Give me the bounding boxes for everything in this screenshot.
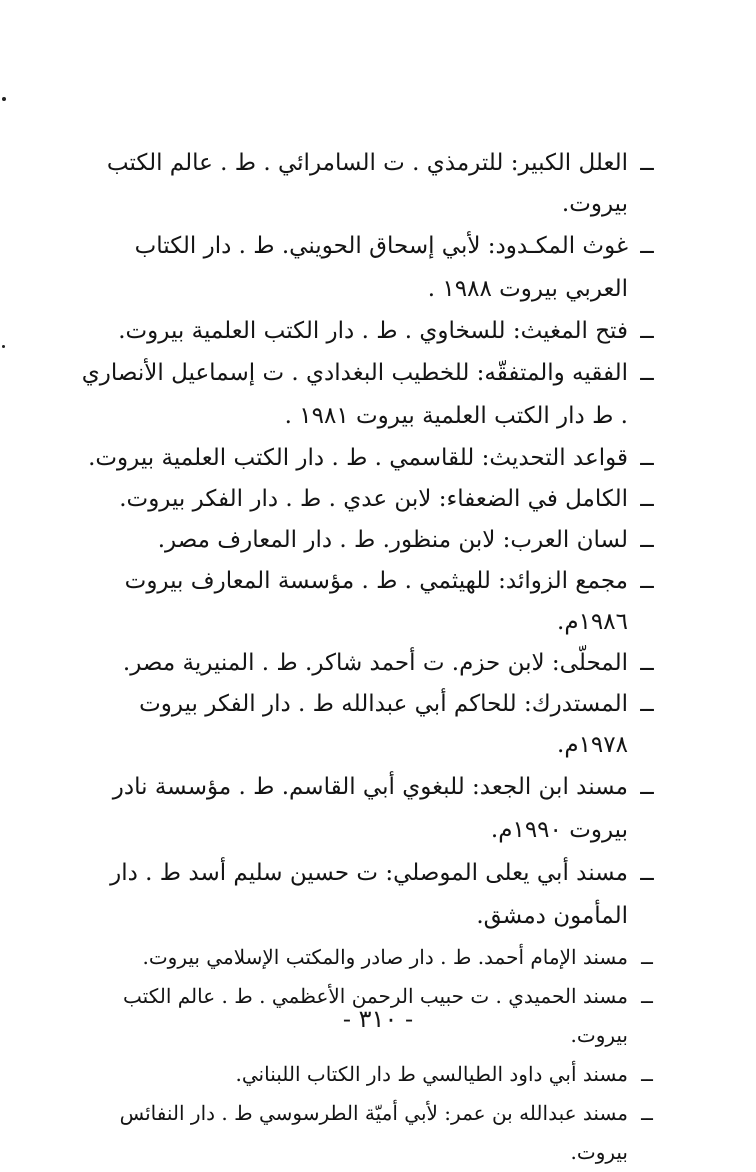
entry-dash: ــ bbox=[640, 445, 654, 471]
entry-text: الكامل في الضعفاء: لابن عدي . ط . دار الفكر بيروت. bbox=[119, 486, 628, 512]
entry-dash: ــ bbox=[641, 945, 653, 969]
bibliography-entry bbox=[80, 1055, 658, 1094]
entry-text: مسند أبي داود الطيالسي ط دار الكتاب اللبناني. bbox=[235, 1062, 628, 1086]
entry-text: لسان العرب: لابن منظور. ط . دار المعارف مصر. bbox=[157, 527, 628, 553]
entry-dash: ــ bbox=[641, 1062, 653, 1086]
entry-dash: ــ bbox=[640, 233, 654, 259]
bibliography-entry bbox=[80, 684, 658, 766]
entry-text: مسند الحميدي . ت حبيب الرحمن الأعظمي . ط . عالم الكتب بيروت. bbox=[123, 984, 628, 1047]
entry-dash: ــ bbox=[640, 774, 654, 800]
scan-mark bbox=[2, 345, 5, 348]
entry-text: قواعد التحديث: للقاسمي . ط . دار الكتب العلمية بيروت. bbox=[88, 445, 628, 471]
entry-text: غوث المكـدود: لأبي إسحاق الحويني. ط . دار الكتاب العربي بيروت ١٩٨٨ . bbox=[134, 233, 628, 302]
entry-text: مسند عبدالله بن عمر: لأبي أميّة الطرسوسي ط . دار النفائس بيروت. bbox=[119, 1101, 628, 1164]
entry-dash: ــ bbox=[640, 650, 654, 676]
entry-text: مسند ابن الجعد: للبغوي أبي القاسم. ط . مؤسسة نادر بيروت ١٩٩٠م. bbox=[112, 774, 628, 843]
bibliography-entry bbox=[80, 311, 658, 352]
entry-dash: ــ bbox=[641, 984, 653, 1008]
entry-dash: ــ bbox=[640, 860, 654, 886]
entry-dash: ــ bbox=[640, 318, 654, 344]
bibliography-entry bbox=[80, 766, 658, 852]
entry-text: مجمع الزوائد: للهيثمي . ط . مؤسسة المعارف بيروت ١٩٨٦م. bbox=[124, 568, 628, 635]
scan-mark bbox=[2, 97, 6, 101]
bibliography-entry bbox=[80, 479, 658, 520]
entry-text: المحلّى: لابن حزم. ت أحمد شاكر. ط . المنيرية مصر. bbox=[122, 650, 628, 676]
bibliography-entry bbox=[80, 643, 658, 684]
entry-dash: ــ bbox=[641, 1101, 653, 1125]
entry-dash: ــ bbox=[640, 568, 654, 594]
bibliography-entry bbox=[80, 352, 658, 438]
bibliography-entry bbox=[80, 520, 658, 561]
bibliography-entry bbox=[80, 225, 658, 311]
entry-text: العلل الكبير: للترمذي . ت السامرائي . ط . عالم الكتب بيروت. bbox=[106, 150, 628, 217]
entry-dash: ــ bbox=[640, 360, 654, 386]
bibliography-entry bbox=[80, 1094, 658, 1172]
page-number: - ٣١٠ - bbox=[342, 1005, 414, 1033]
bibliography-entry bbox=[80, 438, 658, 479]
entry-dash: ــ bbox=[640, 691, 654, 717]
bibliography-entry bbox=[80, 852, 658, 938]
entry-text: الفقيه والمتفقّه: للخطيب البغدادي . ت إسماعيل الأنصاري . ط دار الكتب العلمية بيروت ١٩٨١ . bbox=[81, 360, 628, 429]
entry-dash: ــ bbox=[640, 486, 654, 512]
bibliography-entry bbox=[80, 938, 658, 977]
entry-text: مسند أبي يعلى الموصلي: ت حسين سليم أسد ط . دار المأمون دمشق. bbox=[110, 860, 628, 929]
entry-dash: ــ bbox=[640, 527, 654, 553]
entry-text: فتح المغيث: للسخاوي . ط . دار الكتب العلمية بيروت. bbox=[118, 318, 628, 344]
entry-text: مسند الإمام أحمد. ط . دار صادر والمكتب الإسلامي بيروت. bbox=[142, 945, 628, 969]
bibliography-entry bbox=[80, 561, 658, 643]
bibliography-entry bbox=[80, 143, 658, 225]
entry-dash: ــ bbox=[640, 150, 654, 176]
entry-text: المستدرك: للحاكم أبي عبدالله ط . دار الفكر بيروت ١٩٧٨م. bbox=[139, 691, 628, 758]
